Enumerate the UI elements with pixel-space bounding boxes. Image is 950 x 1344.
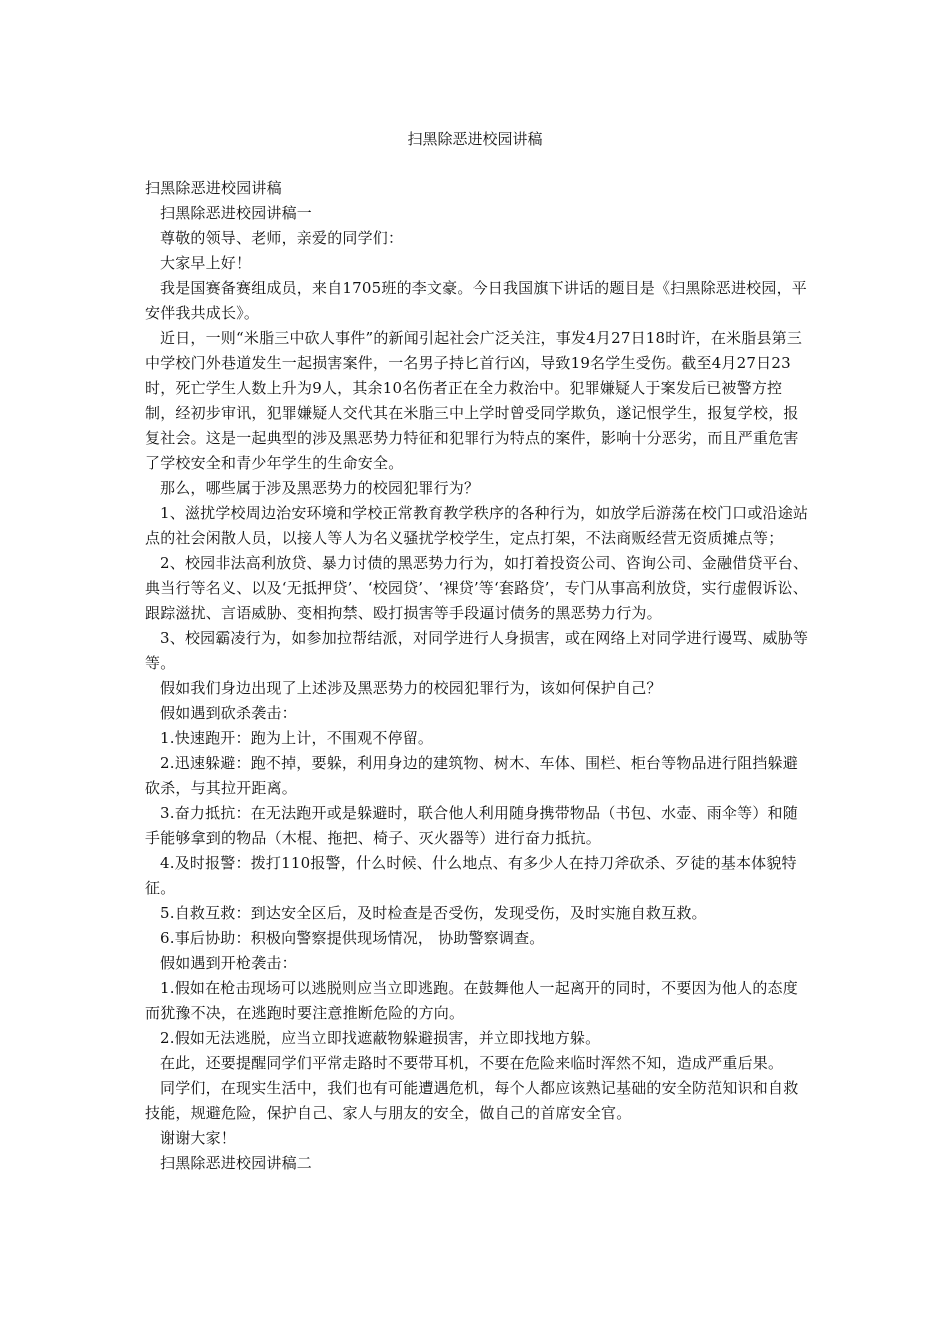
section-heading: 扫黑除恶进校园讲稿 [145, 179, 282, 197]
paragraph: 近日，一则“米脂三中砍人事件”的新闻引起社会广泛关注，事发4月27日18时许，在米脂县第三中学校门外巷道发生一起损害案件，一名男子持匕首行凶，导致19名学生受伤。截至4月27日23时，死亡学生人数上升为9人，其余10名伤者正在全力救治中。犯罪嫌疑人于案发后已被警方控制，经初步审讯，犯罪嫌疑人交代其在米脂三中上学时曾受同学欺负，遂记恨学生，报复学校，报复社会。这是一起典型的涉及黑恶势力特征和犯罪行为特点的案件，影响十分恶劣，而且严重危害了学校安全和青少年学生的生命安全。 [145, 329, 803, 472]
list-item: 5.自救互救：到达安全区后，及时检查是否受伤，发现受伤，及时实施自救互救。 [160, 904, 707, 922]
paragraph: 同学们，在现实生活中，我们也有可能遭遇危机，每个人都应该熟记基础的安全防范知识和自救技能，规避危险，保护自己、家人与朋友的安全，做自己的首席安全官。 [145, 1079, 799, 1122]
paragraph: 我是国赛备赛组成员，来自1705班的李文豪。今日我国旗下讲话的题目是《扫黑除恶进校园，平安伴我共成长》。 [145, 279, 807, 322]
list-item: 4.及时报警：拨打110报警，什么时候、什么地点、有多少人在持刀斧砍杀、歹徒的基本体貌特征。 [145, 854, 797, 897]
paragraph: 假如遇到砍杀袭击： [160, 704, 297, 722]
list-item: 1.快速跑开：跑为上计，不围观不停留。 [160, 729, 434, 747]
salutation: 尊敬的领导、老师，亲爱的同学们： [160, 229, 404, 247]
closing: 谢谢大家！ [160, 1129, 237, 1147]
document-title: 扫黑除恶进校园讲稿 [407, 130, 543, 148]
list-item: 3、校园霸凌行为，如参加拉帮结派，对同学进行人身损害，或在网络上对同学进行谩骂、威胁等等。 [145, 629, 809, 672]
paragraph: 假如我们身边出现了上述涉及黑恶势力的校园犯罪行为，该如何保护自己？ [160, 679, 662, 697]
list-item: 2、校园非法高利放贷、暴力讨债的黑恶势力行为，如打着投资公司、咨询公司、金融借贷平台、典当行等名义、以及‘无抵押贷’、‘校园贷’、‘裸贷’等‘套路贷’，专门从事高利放贷，实行虚假诉讼、跟踪滋扰、言语威胁、变相拘禁、殴打损害等手段逼讨债务的黑恶势力行为。 [145, 554, 809, 622]
subsection-heading: 扫黑除恶进校园讲稿一 [160, 204, 313, 222]
list-item: 1、滋扰学校周边治安环境和学校正常教育教学秩序的各种行为，如放学后游荡在校门口或沿途站点的社会闲散人员，以接人等人为名义骚扰学校学生，定点打架，不法商贩经营无资质摊点等； [145, 504, 809, 547]
list-item: 1.假如在枪击现场可以逃脱则应当立即逃跑。在鼓舞他人一起离开的同时，不要因为他人的态度而犹豫不决，在逃跑时要注意推断危险的方向。 [145, 979, 798, 1022]
document-body [145, 176, 809, 1176]
paragraph: 在此，还要提醒同学们平常走路时不要带耳机，不要在危险来临时浑然不知，造成严重后果。 [160, 1054, 784, 1072]
list-item: 2.迅速躲避：跑不掉，要躲，利用身边的建筑物、树木、车体、围栏、柜台等物品进行阻挡躲避砍杀，与其拉开距离。 [145, 754, 798, 797]
list-item: 6.事后协助：积极向警察提供现场情况， 协助警察调查。 [160, 929, 545, 947]
greeting: 大家早上好！ [160, 254, 252, 272]
list-item: 3.奋力抵抗：在无法跑开或是躲避时，联合他人利用随身携带物品（书包、水壶、雨伞等）和随手能够拿到的物品（木棍、拖把、椅子、灭火器等）进行奋力抵抗。 [145, 804, 798, 847]
list-item: 2.假如无法逃脱，应当立即找遮蔽物躲避损害，并立即找地方躲。 [160, 1029, 601, 1047]
subsection-heading: 扫黑除恶进校园讲稿二 [160, 1154, 313, 1172]
paragraph: 那么，哪些属于涉及黑恶势力的校园犯罪行为？ [160, 479, 480, 497]
paragraph: 假如遇到开枪袭击： [160, 954, 297, 972]
